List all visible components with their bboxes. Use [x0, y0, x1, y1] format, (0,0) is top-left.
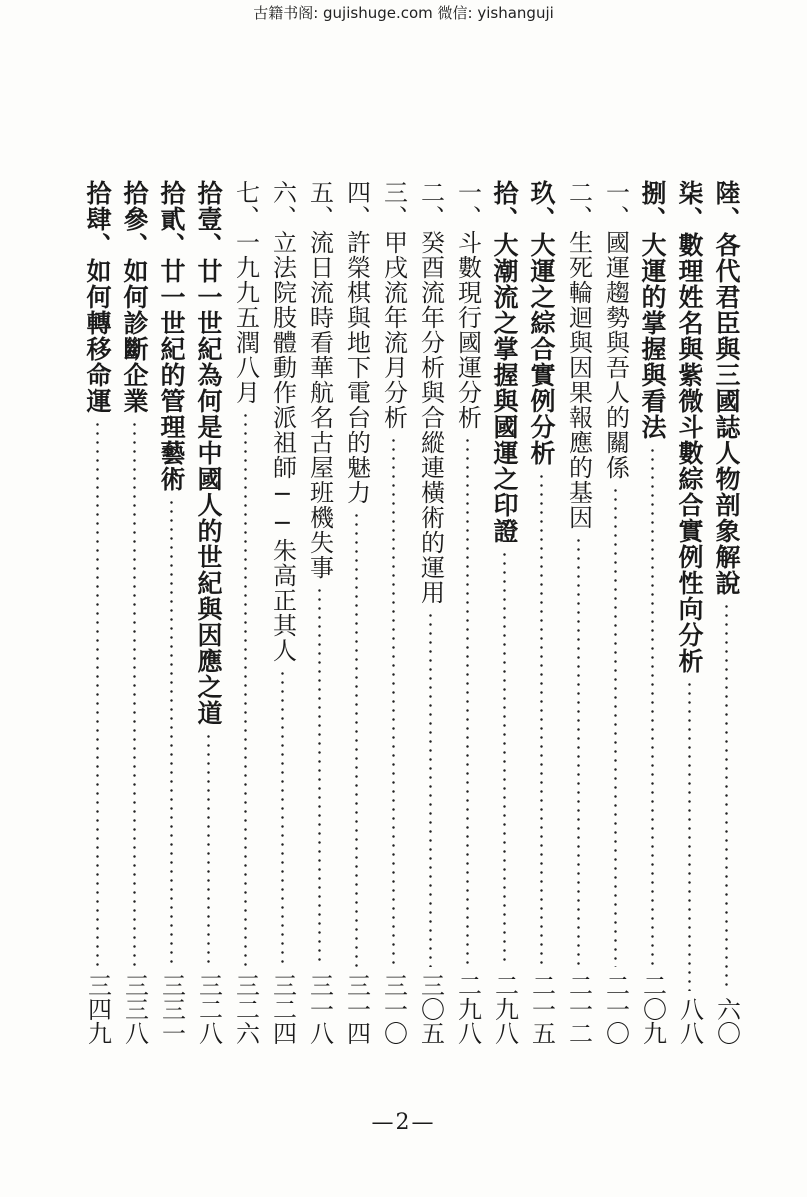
toc-entry-title: 拾壹、廿一世紀為何是中國人的世紀與因應之道	[194, 180, 223, 726]
toc-entry-title: 陸、各代君臣與三國誌人物剖象解說	[712, 180, 741, 596]
toc-entry-title: 玖、大運之綜合實例分析	[527, 180, 556, 466]
dot-leader	[355, 511, 358, 967]
toc-entry-title: 拾參、如何診斷企業	[120, 180, 149, 414]
table-of-contents	[79, 180, 745, 1045]
toc-entry[interactable]	[560, 180, 597, 1045]
toc-entry-title: 二、生死輪迴與因果報應的基因	[564, 180, 593, 530]
dot-leader	[688, 680, 691, 991]
toc-entry[interactable]	[79, 180, 116, 1045]
dot-leader	[651, 446, 654, 967]
toc-entry[interactable]	[153, 180, 190, 1045]
watermark-text: 古籍书阁: gujishuge.com 微信: yishanguji	[253, 4, 554, 22]
dot-leader	[540, 472, 543, 967]
dot-leader	[318, 586, 321, 967]
toc-entry-page: 二一五	[527, 973, 556, 1045]
toc-entry[interactable]	[597, 180, 634, 1045]
toc-entry-page: 二九八	[490, 973, 519, 1045]
toc-entry[interactable]	[708, 180, 745, 1045]
toc-entry-page: 三四九	[83, 973, 112, 1045]
toc-entry-page: 三二六	[231, 973, 260, 1045]
page-number: —2—	[371, 1110, 436, 1135]
toc-entry[interactable]	[634, 180, 671, 1045]
toc-entry-page: 八八	[675, 997, 704, 1045]
toc-entry-page: 二一二	[564, 973, 593, 1045]
toc-entry-title: 拾肆、如何轉移命運	[83, 180, 112, 414]
toc-entry-page: 三〇五	[416, 973, 445, 1045]
toc-entry-title: 一、國運趨勢與吾人的關係	[601, 180, 630, 480]
dot-leader	[577, 536, 580, 967]
toc-entry-page: 二〇九	[638, 973, 667, 1045]
dot-leader	[244, 411, 247, 967]
dot-leader	[392, 436, 395, 967]
toc-entry-title: 六、立法院肢體動作派祖師──朱高正其人	[268, 180, 297, 663]
toc-entry-title: 二、癸酉流年分析與合縱連橫術的運用	[416, 180, 445, 605]
toc-entry-page: 三三一	[157, 973, 186, 1045]
dot-leader	[614, 486, 617, 967]
toc-entry-page: 二九八	[453, 973, 482, 1045]
toc-entry-title: 柒、數理姓名與紫微斗數綜合實例性向分析	[675, 180, 704, 674]
dot-leader	[133, 420, 136, 967]
dot-leader	[725, 602, 728, 991]
dot-leader	[281, 669, 284, 967]
toc-entry-title: 七、一九九五潤八月	[231, 180, 260, 405]
dot-leader	[429, 611, 432, 967]
toc-entry[interactable]	[190, 180, 227, 1045]
toc-entry[interactable]	[523, 180, 560, 1045]
toc-entry-title: 拾、大潮流之掌握與國運之印證	[490, 180, 519, 544]
toc-entry[interactable]	[116, 180, 153, 1045]
toc-entry-page: 三一〇	[379, 973, 408, 1045]
dot-leader	[503, 550, 506, 967]
toc-entry[interactable]	[412, 180, 449, 1045]
toc-entry-title: 四、許榮棋與地下電台的魅力	[342, 180, 371, 505]
toc-entry-page: 三三八	[120, 973, 149, 1045]
toc-entry-title: 一、斗數現行國運分析	[453, 180, 482, 430]
dot-leader	[96, 420, 99, 967]
toc-entry-page: 三二四	[268, 973, 297, 1045]
toc-entry[interactable]	[227, 180, 264, 1045]
toc-entry[interactable]	[264, 180, 301, 1045]
toc-entry-page: 三一八	[305, 973, 334, 1045]
toc-entry-page: 三二八	[194, 973, 223, 1045]
toc-entry-title: 五、流日流時看華航名古屋班機失事	[305, 180, 334, 580]
dot-leader	[207, 732, 210, 967]
toc-entry-page: 六〇	[712, 997, 741, 1045]
toc-entry[interactable]	[671, 180, 708, 1045]
toc-entry-page: 三一四	[342, 973, 371, 1045]
toc-entry[interactable]	[301, 180, 338, 1045]
toc-entry-title: 捌、大運的掌握與看法	[638, 180, 667, 440]
dot-leader	[466, 436, 469, 967]
toc-entry[interactable]	[338, 180, 375, 1045]
toc-entry-title: 拾貳、廿一世紀的管理藝術	[157, 180, 186, 492]
toc-entry[interactable]	[449, 180, 486, 1045]
toc-entry-page: 二一〇	[601, 973, 630, 1045]
toc-entry-title: 三、甲戌流年流月分析	[379, 180, 408, 430]
dot-leader	[170, 498, 173, 967]
toc-entry[interactable]	[375, 180, 412, 1045]
toc-entry[interactable]	[486, 180, 523, 1045]
